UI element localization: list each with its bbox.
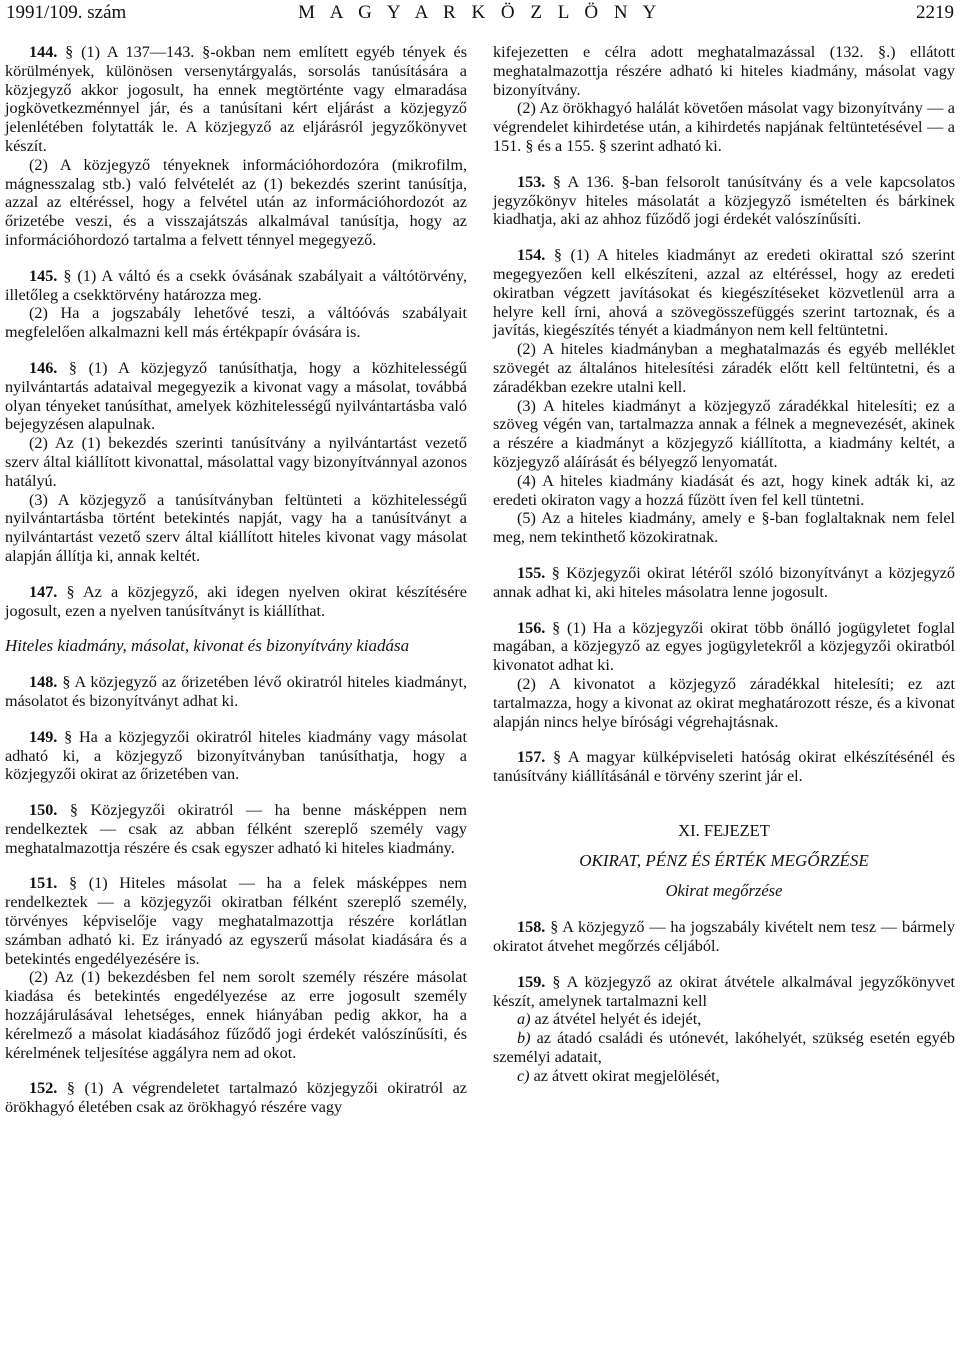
paragraph-text: § (1) Ha a közjegyzői okirat több önálló jogügyletet foglal magában, a közjegyző az egyes jogügyletekről a közjegyzői okiratból kivonatot adhat ki. [493, 618, 955, 675]
section-156-p2: (2) A kivonatot a közjegyző záradékkal hitelesíti; ez azt tartalmazza, hogy a kivonat az okirat meghatározott része, és a kivonat alapján nincs helye bírósági végrehajtásnak. [493, 674, 955, 731]
paragraph-text: § (1) A 137—143. §-okban nem említett egyéb tények és körülmények, különösen versenytárgyalás, sorsolás tanúsítására a közjegyző akkor jogosult, ha ennek megtörténte vagy elmaradása jogkövetkezménnyel jár, és a tanúsítani kért eljárást a közjegyző jelenlétében folytatták le. A közjegyző az eljárásról jegyzőkönyvet készít. [5, 43, 467, 155]
paragraph-text: § A 136. §-ban felsorolt tanúsítvány és a vele kapcsolatos jegyzőkönyv hiteles másolatát a közjegyző ismételten és bárkinek kiadhatja, aki az ahhoz fűződő jogi érdekét valószínűsíti. [493, 172, 955, 229]
section-146-p2: (2) Az (1) bekezdés szerinti tanúsítvány a nyilvántartást vezető szerv által kiállított kivonattal, másolattal vagy bizonyítvánnyal azonos hatályú. [5, 434, 467, 490]
paragraph-text: § (1) A hiteles kiadmányt az eredeti okirattal szó szerint megegyezően kell elkészíteni, azzal az eltéréssel, hogy az eredeti okiratban végzett javításokat és kiegészítéseket közvetlenül arra a helyre kell írni, ahová a szövegösszefüggés szerint tartoznak, és a javítás, kiegészítés tényét a kiadmányon nem kell feltüntetni. [493, 246, 955, 340]
section-152-p2: (2) Az örökhagyó halálát követően másolat vagy bizonyítvány — a végrendelet kihirdetése után, a kihirdetés napjának feltüntetésével — a 151. § és a 155. § szerint adható ki. [493, 99, 955, 155]
section-151-p1 [5, 874, 467, 968]
section-153-p1 [493, 173, 955, 229]
chapter-subtitle: Okirat megőrzése [665, 881, 783, 901]
paragraph-text: § A közjegyző — ha jogszabály kivételt nem tesz — bármely okiratot átvehet megőrzés céljából. [493, 918, 956, 956]
section-number: 144. [29, 43, 58, 61]
list-label: b) [517, 1029, 531, 1048]
list-item-c [493, 1067, 955, 1086]
paragraph-text: § (1) A végrendeletet tartalmazó közjegyzői okiratról az örökhagyó életében csak az örökhagyó részére vagy [5, 1079, 467, 1117]
list-text: az átvétel helyét és idejét, [530, 1010, 702, 1029]
paragraph-text: § (1) A közjegyző tanúsíthatja, hogy a közhitelességű nyilvántartás adataival megegyezik a kivonat vagy a másolat, továbbá olyan tényeket tanúsíthat, amelyek közhitelességű nyilvántartásba való bejegyzésen alapulnak. [5, 358, 467, 434]
section-number: 156. [517, 618, 546, 637]
subheading: Hiteles kiadmány, másolat, kivonat és bizonyítvány kiadása [5, 636, 410, 656]
paragraph-text: § (1) Hiteles másolat — ha a felek másképpes nem rendelkeztek — a közjegyzői okiratban félként szereplő személy, törvényes képviselője vagy meghatalmazottja részére korlátlan számban adható ki. Ez irányadó az egyszerű másolat kiadására és a betekintés engedélyezésére is. [5, 874, 468, 968]
list-item-a [493, 1010, 955, 1029]
section-number: 151. [29, 874, 58, 893]
section-145-p1 [5, 267, 467, 305]
page-number: 2219 [916, 2, 954, 23]
section-147-p1 [5, 583, 467, 621]
list-text: az átadó családi és utónevét, lakóhelyét, szükség esetén egyéb személyi adatait, [493, 1029, 955, 1067]
section-154-p5: (5) Az a hiteles kiadmány, amely e §-ban foglaltaknak nem felel meg, nem tekinthető közokiratnak. [493, 509, 955, 547]
paragraph-text: § Közjegyzői okiratról — ha benne másképpen nem rendelkeztek — csak az abban félként szereplő személy vagy meghatalmazottja részére és csak egyszer adható ki hiteles kiadmány. [5, 801, 468, 857]
section-number: 145. [29, 266, 58, 285]
section-145-p2: (2) Ha a jogszabály lehetővé teszi, a váltóóvás szabályait megfelelően alkalmazni kell más értékpapír óvására is. [5, 304, 467, 342]
section-154-p3: (3) A hiteles kiadmányt a közjegyző záradékkal hitelesíti; ez a szöveg végén van, tartalmazza annak a félnek a megnevezését, akinek a részére a kiadmányt a közjegyző kiállította, a kiadmány keltét, a közjegyző aláírását és bélyegző lenyomatát. [493, 396, 955, 471]
section-number: 158. [517, 918, 546, 937]
section-number: 148. [29, 673, 58, 692]
issue-number: 1991/109. szám [6, 2, 127, 23]
section-number: 155. [517, 563, 546, 582]
section-154-p1 [493, 246, 955, 340]
paragraph-text: § A magyar külképviseleti hatóság okirat elkészítésénél és tanúsítvány kiállításánál e törvény szerint jár el. [493, 748, 955, 786]
section-156-p1 [493, 619, 955, 675]
section-144-p2: (2) A közjegyző tényeknek információhordozóra (mikrofilm, mágnesszalag stb.) való felvételét az (1) bekezdés szerint tanúsítja, azzal az eltéréssel, hogy a felvétel után az információhordozót az őrizetébe veszi, és a visszajátszás alkalmával tanúsítja, hogy az információhordozó tartalma a felvett ténnyel megegyező. [5, 155, 467, 249]
section-151-p2: (2) Az (1) bekezdésben fel nem sorolt személy részére másolat kiadása és betekintés engedélyezése az erre jogosult személy hozzájárulásával lehetséges, ennek hiányában pedig akkor, ha a kérelmező a másolat kiadásához fűződő jogi érdekét valószínűsíti, és kérelmének teljesítése aggályra nem ad okot. [5, 968, 467, 1062]
section-number: 152. [29, 1079, 58, 1098]
list-label: a) [517, 1010, 531, 1029]
paragraph-text: § Az a közjegyző, aki idegen nyelven okirat készítésére jogosult, ezen a nyelven tanúsítványt is kiállíthat. [5, 582, 467, 620]
section-146-p3: (3) A közjegyző a tanúsítványban feltünteti a közhitelességű nyilvántartásba történt betekintés napját, vagy ha a tanúsítványt a nyilvántartást vezető szerv által kiállított hiteles kivonat vagy másolat alapján állítja ki, annak keltét. [5, 490, 467, 565]
paragraph-text: § (1) A váltó és a csekk óvásának szabályait a váltótörvény, illetőleg a csekktörvény határozza meg. [5, 266, 467, 304]
section-number: 154. [517, 246, 546, 265]
section-157-p1 [493, 748, 955, 786]
section-number: 153. [517, 172, 546, 191]
page-header [0, 0, 960, 26]
section-152-p1 [5, 1079, 467, 1117]
section-number: 157. [517, 748, 546, 767]
section-152-continuation: kifejezetten e célra adott meghatalmazással (132. §.) ellátott meghatalmazottja részére adható ki hiteles kiadmány, másolat vagy bizonyítvány. [493, 43, 955, 99]
section-148-p1 [5, 673, 467, 711]
chapter-title: OKIRAT, PÉNZ ÉS ÉRTÉK MEGŐRZÉSE [579, 850, 869, 870]
section-number: 149. [29, 727, 58, 746]
list-item-b [493, 1029, 955, 1067]
paragraph-text: § Ha a közjegyzői okiratról hiteles kiadmány vagy másolat adható ki, a közjegyző bizonyítványban tanúsíthatja, hogy a közjegyzői okirat az őrizetében van. [5, 727, 467, 784]
section-158-p1 [493, 918, 955, 956]
section-150-p1 [5, 801, 467, 857]
section-144-p1 [5, 43, 467, 156]
paragraph-text: § A közjegyző az őrizetében lévő okiratról hiteles kiadmányt, másolatot és bizonyítványt adhat ki. [5, 673, 467, 710]
section-154-p4: (4) A hiteles kiadmány kiadását és azt, hogy kinek adták ki, az eredeti okiraton vagy a hozzá fűzött íven fel kell tüntetni. [493, 471, 955, 509]
paragraph-text: § A közjegyző az okirat átvétele alkalmával jegyzőkönyvet készít, amelynek tartalmazni kell [493, 972, 956, 1010]
section-155-p1 [493, 564, 955, 602]
section-146-p1 [5, 359, 467, 434]
section-number: 150. [29, 801, 58, 820]
chapter-heading: XI. FEJEZET [678, 820, 770, 840]
section-159-p1 [493, 973, 955, 1011]
section-154-p2: (2) A hiteles kiadmányban a meghatalmazás és egyéb melléklet szövegét az általános hitelesítési záradék előtt kell feltüntetni, és a záradékban ezekre utalni kell. [493, 340, 955, 396]
list-label: c) [517, 1066, 530, 1085]
section-number: 146. [29, 358, 58, 377]
publication-title: M A G Y A R K Ö Z L Ö N Y [298, 2, 662, 23]
right-column [493, 43, 955, 1086]
paragraph-text: § Közjegyzői okirat létéről szóló bizonyítványt a közjegyző annak adhat ki, aki hiteles másolatra lenne jogosult. [493, 563, 956, 601]
section-149-p1 [5, 728, 467, 784]
left-column [5, 43, 467, 1117]
section-number: 147. [29, 582, 58, 601]
section-number: 159. [517, 972, 546, 991]
list-text: az átvett okirat megjelölését, [529, 1066, 720, 1085]
